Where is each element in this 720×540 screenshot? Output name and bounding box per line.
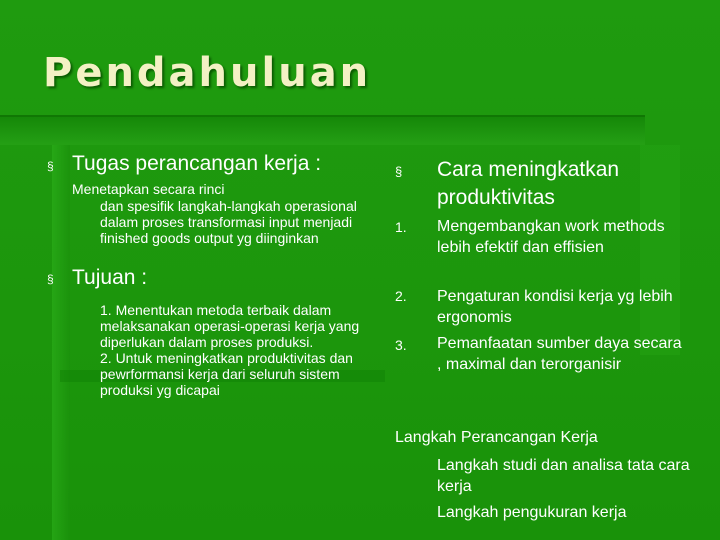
list-item: Mengembangkan work methods lebih efektif dan effisien	[437, 218, 665, 256]
tujuan-point-2: 2. Untuk meningkatkan produktivitas dan pewrformansi kerja dari seluruh sistem produksi yg dicapai	[100, 350, 353, 398]
steps-title: Langkah Perancangan Kerja	[395, 429, 598, 446]
bullet-icon: §	[395, 164, 403, 179]
slide-title: Pendahuluan	[43, 50, 372, 96]
right-heading: Cara meningkatkan produktivitas	[437, 158, 620, 209]
tugas-heading	[72, 152, 382, 201]
tugas-heading-small: Menetapkan secara rinci	[72, 181, 225, 197]
list-item: Pemanfaatan sumber daya secara , maximal dan terorganisir	[437, 335, 682, 373]
list-number: 3.	[395, 337, 407, 353]
decorative-band	[0, 117, 645, 145]
bullet-icon: §	[47, 159, 54, 173]
bullet-icon: §	[47, 272, 54, 286]
list-item: Pengaturan kondisi kerja yg lebih ergonomis	[437, 288, 673, 326]
tujuan-heading: Tujuan :	[72, 266, 148, 289]
list-number: 2.	[395, 288, 407, 304]
tujuan-body	[100, 302, 370, 398]
decorative-vertical-bar	[52, 145, 70, 540]
list-number: 1.	[395, 219, 407, 235]
step-item: Langkah pengukuran kerja	[437, 504, 627, 521]
tugas-body: dan spesifik langkah-langkah operasional dalam proses transformasi input menjadi finished goods output yg diinginkan	[100, 198, 357, 246]
tujuan-point-1: 1. Menentukan metoda terbaik dalam melaksanakan operasi-operasi kerja yang diperlukan dalam proses produksi.	[100, 302, 360, 350]
step-item: Langkah studi dan analisa tata cara kerja	[437, 457, 690, 495]
tugas-heading-big: Tugas perancangan kerja :	[72, 152, 322, 175]
